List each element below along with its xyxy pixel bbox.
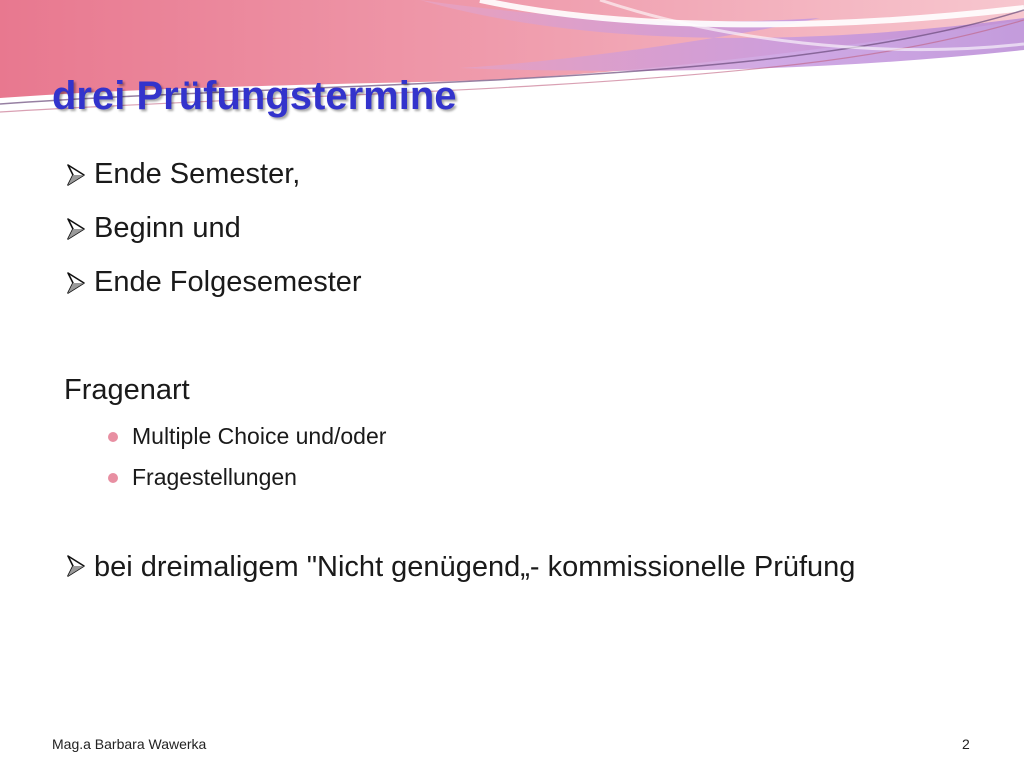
termin-item-3 [64,266,362,299]
fragenart-item-1 [108,423,386,450]
kommission-text: bei dreimaligem "Nicht genügend„- kommissionelle Prüfung [94,551,856,583]
fragenart-label: Fragestellungen [132,464,297,490]
termin-label: Ende Folgesemester [94,266,362,298]
fragenart-item-2 [108,464,297,491]
fragenart-heading: Fragenart [64,374,190,406]
footer-author: Mag.a Barbara Wawerka [52,736,207,752]
termin-item-1 [64,158,300,191]
fragenart-label: Multiple Choice und/oder [132,423,387,449]
arrow-bullet-icon [64,270,90,296]
dot-bullet-icon [108,432,118,442]
page-number: 2 [962,736,970,752]
termin-label: Beginn und [94,212,241,244]
dot-bullet-icon [108,473,118,483]
termin-item-2 [64,212,241,245]
slide-title: drei Prüfungstermine [52,74,457,118]
arrow-bullet-icon [64,162,90,188]
arrow-bullet-icon [64,553,90,579]
termin-label: Ende Semester, [94,158,301,190]
arrow-bullet-icon [64,216,90,242]
kommission-item [64,548,944,586]
